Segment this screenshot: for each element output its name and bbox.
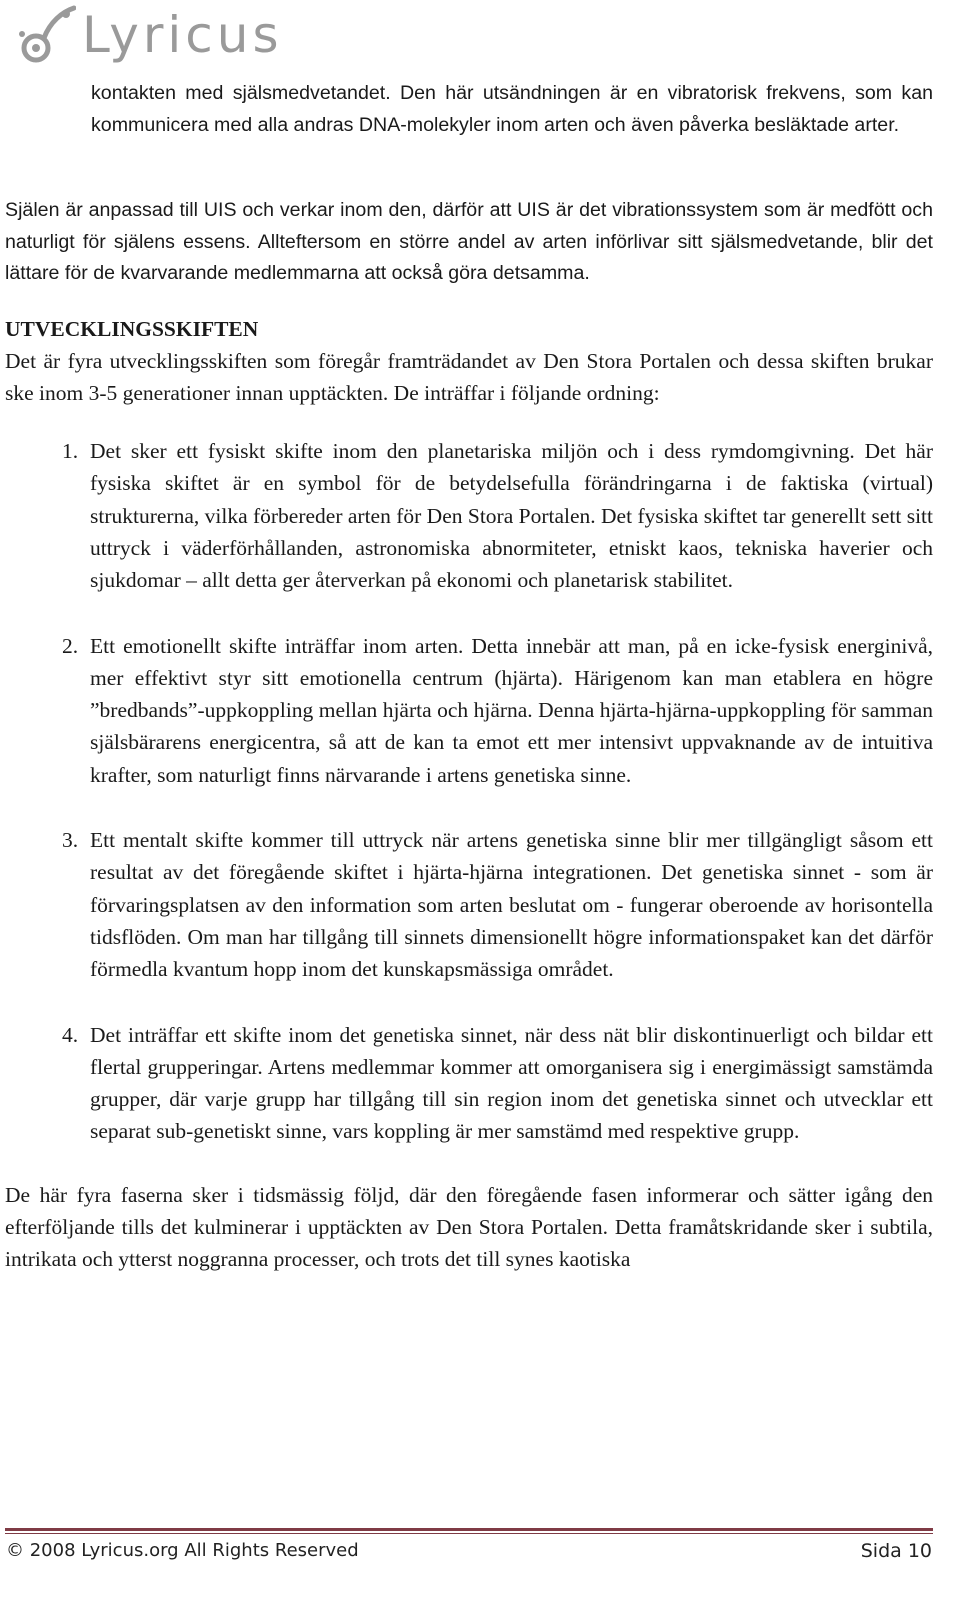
copyright-text: © 2008 Lyricus.org All Rights Reserved: [6, 1540, 359, 1561]
list-item: [5, 824, 933, 985]
page-footer: [6, 1540, 932, 1562]
list-number: 3.: [62, 828, 79, 853]
list-text: Det inträffar ett skifte inom det genetiska sinnet, när dess nät blir diskontinuerligt och bildar ett flertal grupperingar. Artens medlemmar kommer att omorganisera sig i energimässigt samstämda grupper, där varje grupp har tillgång till sin region inom det genetiska sinnet och utvecklar ett separat sub-genetiskt sinne, vars koppling är mer samstämd med respektive grupp.: [90, 1022, 933, 1144]
section-heading: UTVECKLINGSSKIFTEN: [5, 316, 259, 341]
lyricus-logo: [14, 2, 283, 68]
list-number: 2.: [62, 633, 79, 658]
soul-paragraph: Själen är anpassad till UIS och verkar inom den, därför att UIS är det vibrationssystem som är medfött och naturligt för själens essens. Allteftersom en större andel av arten införlivar sitt själsmedvetande, blir det lättare för de kvarvarande medlemmarna att också göra detsamma.: [5, 199, 933, 284]
list-text: Ett mentalt skifte kommer till uttryck när artens genetiska sinne blir mer tillgängligt såsom ett resultat av det föregående skiftet i hjärta-hjärna integrationen. Det genetiska sinnet - som är förvaringsplatsen av den information som arten beslutat om - fungerar oberoende av horisontella tidsflöden. Om man har tillgång till sinnets dimensionellt högre informationspaket kan det därför förmedla kvantum hopp inom det kunskapsmässiga området.: [90, 828, 933, 982]
intro-paragraph: kontakten med själsmedvetandet. Den här utsändningen är en vibratorisk frekvens, som kan kommunicera med alla andras DNA-molekyler inom arten och även påverka besläktade arter.: [91, 82, 933, 136]
closing-paragraph: De här fyra faserna sker i tidsmässig följd, där den föregående fasen informerar och sätter igång den efterföljande tills det kulminerar i upptäckten av Den Stora Portalen. Detta framåtskridande sker i subtila, intrikata och ytterst noggranna processer, och trots det till synes kaotiska: [5, 1182, 933, 1272]
footer-divider-thin: [5, 1533, 933, 1534]
list-text: Det sker ett fysiskt skifte inom den planetariska miljön och i dess rymdomgivning. Det här fysiska skiftet är en symbol för de betydelsefulla förändringarna i de faktiska (virtual) strukturerna, vilka förbereder arten för Den Stora Portalen. Det fysiska skiftet tar generellt sett sitt uttryck i väderförhållanden, astronomiska abnormiteter, etniskt kaos, tekniska haverier och sjukdomar – allt detta ger återverkan på ekonomi och planetarisk stabilitet.: [90, 439, 933, 593]
page-content: [5, 78, 933, 1276]
list-item: [5, 630, 933, 791]
list-item: [5, 435, 933, 596]
logo-text: Lyricus: [82, 6, 283, 64]
list-item: [5, 1019, 933, 1148]
list-number: 4.: [62, 1022, 79, 1047]
list-number: 1.: [62, 439, 79, 464]
page-number: Sida 10: [860, 1540, 932, 1562]
footer-divider: [5, 1528, 933, 1531]
list-text: Ett emotionellt skifte inträffar inom arten. Detta innebär att man, på en icke-fysisk energinivå, mer effektivt styr sitt emotionella centrum (hjärta). Härigenom kan man etablera en högre ”bredbands”-uppkoppling mellan hjärta och hjärna. Denna hjärta-hjärna-uppkoppling för samman själsbärarens energicentra, så att de kan ta emot ett mer intensivt uppvaknande av de intuitiva krafter, som naturligt finns närvarande i artens genetiska sinne.: [90, 633, 933, 787]
shift-list: [5, 435, 933, 1148]
logo-mark-icon: [14, 4, 76, 66]
section-intro: Det är fyra utvecklingsskiften som föregår framträdandet av Den Stora Portalen och dessa skiften brukar ske inom 3-5 generationer innan upptäckten. De inträffar i följande ordning:: [5, 348, 933, 405]
